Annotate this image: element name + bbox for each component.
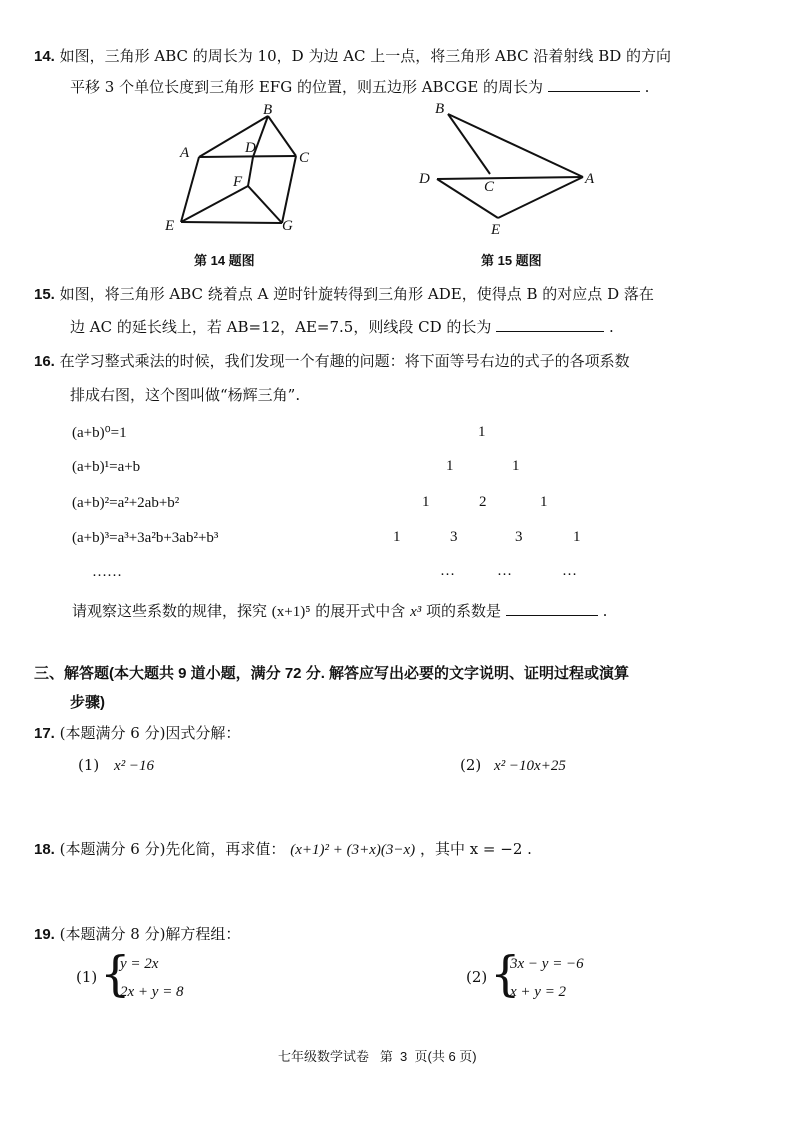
q16-line2: [70, 386, 300, 404]
q17-part2: [460, 756, 566, 775]
q17-part1: [78, 756, 154, 775]
triangle-number: 3: [515, 529, 523, 545]
fig15-label-B: B: [435, 101, 445, 117]
section3-heading-2: 步骤): [70, 694, 105, 711]
triangle-number: 3: [450, 529, 458, 545]
q17-line: [34, 724, 240, 743]
triangle-number: 1: [393, 529, 401, 545]
fig15-label-D: D: [419, 171, 430, 187]
fig14-line-BC: [268, 116, 296, 156]
q19-part1-label: (1): [76, 968, 98, 986]
figure-15: [415, 100, 605, 240]
q19-part1-eq2: 2x + y = 8: [120, 984, 184, 1000]
fig15-line-BA: [448, 114, 583, 177]
q17-part2-expr: x² −10x+25: [494, 758, 566, 774]
fig14-line-CG: [282, 156, 296, 223]
q15-text-1: 如图，将三角形 ABC 绕着点 A 逆时针旋转得到三角形 ADE，使得点 B 的对应点 D 落在: [59, 285, 654, 303]
fig15-label-E: E: [491, 222, 501, 238]
q19-text: (本题满分 8 分)解方程组：: [59, 925, 241, 943]
q16-last-b: 的展开式中含: [315, 602, 406, 620]
triangle-number: 1: [478, 424, 486, 440]
triangle-number: 1: [512, 458, 520, 474]
fig14-line-AE: [181, 157, 199, 222]
q16-row-0: (a+b)⁰=1: [72, 425, 127, 441]
q18-expr: (x+1)² + (3+x)(3−x): [290, 842, 416, 858]
q17-number: 17.: [34, 725, 55, 742]
fig14-label-E: E: [165, 218, 175, 234]
q16-row-2: (a+b)²=a²+2ab+b²: [72, 495, 180, 511]
q16-text-1: 在学习整式乘法的时候，我们发现一个有趣的问题：将下面等号右边的式子的各项系数: [59, 352, 630, 370]
q15-text-2: 边 AC 的延长线上，若 AB=12，AE=7.5，则线段 CD 的长为: [70, 318, 492, 336]
q16-period: .: [602, 602, 608, 620]
q14-line1: [34, 47, 671, 66]
q18-text: (本题满分 6 分)先化简，再求值：: [59, 840, 286, 858]
q19-part2-eq2: x + y = 2: [510, 984, 567, 1000]
figure-14: [165, 102, 325, 242]
q19-number: 19.: [34, 926, 55, 943]
q16-last-term: x³: [410, 604, 422, 620]
q14-period: .: [644, 78, 650, 96]
q14-answer-blank[interactable]: [548, 77, 640, 92]
fig14-label-B: B: [263, 102, 273, 118]
q16-row-3: (a+b)³=a³+3a²b+3ab²+b³: [72, 530, 219, 546]
q14-text-1: 如图，三角形 ABC 的周长为 10，D 为边 AC 上一点，将三角形 ABC 沿着射线 BD 的方向: [59, 47, 672, 65]
fig14-line-AB: [199, 116, 268, 157]
triangle-number: 1: [573, 529, 581, 545]
q15-period: .: [608, 318, 614, 336]
q15-number: 15.: [34, 286, 55, 303]
q16-text-2: 排成右图，这个图叫做“杨辉三角”.: [70, 386, 301, 404]
q14-number: 14.: [34, 48, 55, 65]
q15-line1: [34, 285, 654, 304]
q14-line2: [70, 77, 649, 96]
q16-line1: [34, 352, 630, 371]
q17-part1-expr: x² −16: [114, 758, 155, 774]
fig14-line-AC: [199, 156, 296, 157]
fig14-label-G: G: [282, 218, 293, 234]
triangle-number: 1: [540, 494, 548, 510]
fig14-label-D: D: [245, 140, 256, 156]
q17-part2-label: (2): [460, 756, 482, 774]
fig14-label-C: C: [299, 150, 310, 166]
q16-number: 16.: [34, 353, 55, 370]
triangle-ellipsis: …: [562, 563, 577, 579]
fig15-label-C: C: [484, 179, 495, 195]
q17-text: (本题满分 6 分)因式分解：: [59, 724, 241, 742]
q16-row-4: ……: [92, 564, 122, 580]
q16-answer-blank[interactable]: [506, 601, 598, 616]
fig14-label-F: F: [233, 174, 243, 190]
fig15-line-DA: [437, 177, 583, 179]
fig14-line-DF: [248, 157, 253, 186]
triangle-ellipsis: …: [440, 563, 455, 579]
q19-part2-brace: {: [490, 946, 521, 1002]
q16-last-a: 请观察这些系数的规律，探究: [72, 602, 268, 620]
q19-line: [34, 925, 240, 944]
q15-answer-blank[interactable]: [496, 317, 604, 332]
q19-part2-label: (2): [466, 968, 488, 986]
q19-part1-brace: {: [100, 946, 131, 1002]
section3-heading-1: 三、解答题(本大题共 9 道小题，满分 72 分. 解答应写出必要的文字说明、证明过程或演算: [34, 665, 630, 682]
fig15-label-A: A: [585, 171, 595, 187]
triangle-number: 2: [479, 494, 487, 510]
fig14-line-FG: [248, 186, 282, 223]
q18-line: [34, 840, 532, 859]
q18-number: 18.: [34, 841, 55, 858]
q17-part1-label: (1): [78, 756, 100, 774]
q14-text-2: 平移 3 个单位长度到三角形 EFG 的位置，则五边形 ABCGE 的周长为: [70, 78, 544, 96]
q19-part1-eq1: y = 2x: [120, 956, 159, 972]
fig14-line-EG: [181, 222, 282, 223]
triangle-ellipsis: …: [497, 563, 512, 579]
fig15-caption: 第 15 题图: [481, 253, 542, 268]
q15-line2: [70, 317, 614, 336]
q19-part2-eq1: 3x − y = −6: [510, 956, 584, 972]
q16-last-c: 项的系数是: [426, 602, 502, 620]
page-footer: 七年级数学试卷 第 3 页(共 6 页): [278, 1049, 477, 1064]
fig14-caption: 第 14 题图: [194, 253, 255, 268]
fig14-label-A: A: [180, 145, 190, 161]
q18-tail: ，其中 x = −2 .: [419, 840, 532, 858]
fig14-line-EF: [181, 186, 248, 222]
q16-question: [72, 601, 607, 621]
q16-row-1: (a+b)¹=a+b: [72, 459, 141, 475]
triangle-number: 1: [422, 494, 430, 510]
triangle-number: 1: [446, 458, 454, 474]
q16-last-expr: (x+1)⁵: [271, 604, 311, 620]
fig15-line-EA: [498, 177, 583, 218]
